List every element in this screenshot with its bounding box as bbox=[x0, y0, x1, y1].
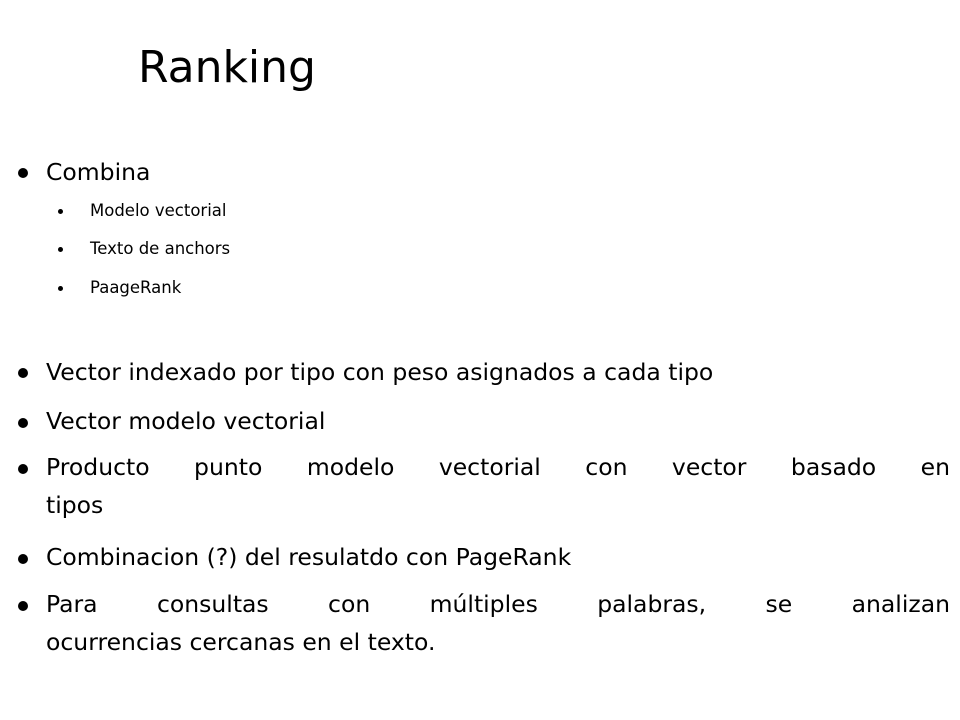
bullet-dot bbox=[18, 554, 28, 564]
sub-item-paagerank: PaageRank bbox=[90, 278, 182, 297]
bullet-dot bbox=[18, 418, 28, 428]
bullet-producto-punto-line2: tipos bbox=[46, 491, 104, 519]
bullet-combinacion: Combinacion (?) del resulatdo con PageRank bbox=[46, 543, 572, 571]
bullet-dot bbox=[18, 368, 28, 378]
sub-bullet-dot bbox=[58, 286, 63, 291]
sub-item-texto-anchors: Texto de anchors bbox=[90, 239, 231, 258]
sub-bullet-dot bbox=[58, 209, 63, 214]
bullet-vector-indexado: Vector indexado por tipo con peso asignados a cada tipo bbox=[46, 358, 714, 386]
bullet-dot bbox=[18, 168, 28, 178]
sub-item-modelo-vectorial: Modelo vectorial bbox=[90, 201, 227, 220]
sub-bullet-dot bbox=[58, 247, 63, 252]
bullet-dot bbox=[18, 464, 28, 474]
bullet-producto-punto-line1: Producto punto modelo vectorial con vector basado en bbox=[46, 453, 950, 481]
bullet-vector-modelo: Vector modelo vectorial bbox=[46, 407, 326, 435]
bullet-consultas-line1: Para consultas con múltiples palabras, se analizan bbox=[46, 590, 950, 618]
bullet-consultas-line2: ocurrencias cercanas en el texto. bbox=[46, 628, 436, 656]
bullet-combina: Combina bbox=[46, 158, 151, 186]
bullet-dot bbox=[18, 601, 28, 611]
slide-title: Ranking bbox=[138, 42, 316, 93]
